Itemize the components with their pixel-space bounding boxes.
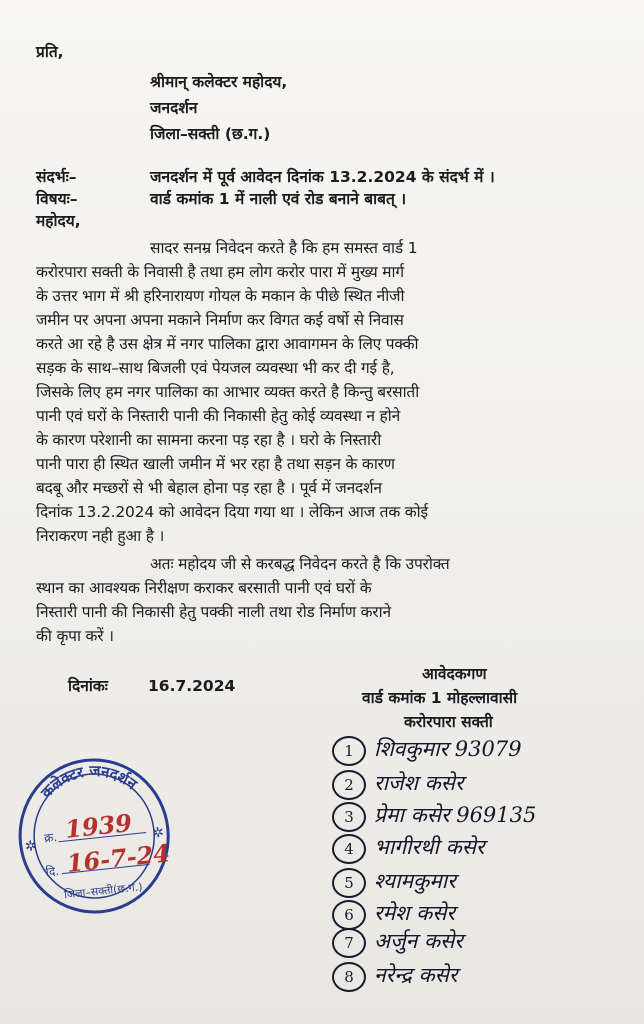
signature: प्रेमा कसेर 969135 <box>374 803 537 827</box>
signature: शिवकुमार 93079 <box>374 737 522 761</box>
date-label: दिनांकः <box>68 677 108 695</box>
stamp-number-label: क्र. <box>43 829 58 846</box>
reference-label: संदर्भः– <box>36 168 77 186</box>
para1-line: करते आ रहे है उस क्षेत्र में नगर पालिका द्वारा आवागमन के लिए पक्की <box>36 335 419 353</box>
para1-line: दिनांक 13.2.2024 को आवेदन दिया गया था । लेकिन आज तक कोई <box>36 503 428 521</box>
para2-line: अतः महोदय जी से करबद्ध निवेदन करते है कि उपरोक्त <box>150 555 450 573</box>
subject-label: विषयः– <box>36 190 78 208</box>
to-line: प्रति, <box>36 43 64 61</box>
para1-line: के उत्तर भाग में श्री हरिनारायण गोयल के मकान के पीछे स्थित नीजी <box>36 287 405 305</box>
signature: श्यामकुमार <box>374 869 456 893</box>
para1-line: पानी पारा ही स्थित खाली जमीन में भर रहा है तथा सड़न के कारण <box>36 455 395 473</box>
svg-text:✲: ✲ <box>24 838 38 856</box>
para1-line: बदबू और मच्छरों से भी बेहाल होना पड़ रहा है । पूर्व में जनदर्शन <box>36 479 382 497</box>
signature-number: 4 <box>332 834 366 864</box>
stamp-number-value: 1939 <box>63 808 134 844</box>
para1-line: पानी एवं घरों के निस्तारी पानी की निकासी हेतु कोई व्यवस्था न होने <box>36 407 400 425</box>
signature-number: 3 <box>332 802 366 832</box>
signature-number: 6 <box>332 900 366 930</box>
signature-number: 7 <box>332 928 366 958</box>
stamp-date-label: दि. <box>44 863 60 880</box>
para2-line: की कृपा करें । <box>36 627 114 645</box>
addressee-line-2: जनदर्शन <box>150 99 198 117</box>
signature-number: 5 <box>332 868 366 898</box>
para1-line: जमीन पर अपना अपना मकाने निर्माण कर विगत कई वर्षो से निवास <box>36 311 404 329</box>
applicants-title: आवेदकगण <box>422 665 487 683</box>
para1-line: के कारण परेशानी का सामना करना पड़ रहा है । घरो के निस्तारी <box>36 431 382 449</box>
applicants-ward: वार्ड कमांक 1 मोहल्लावासी <box>362 689 518 707</box>
signature: रमेश कसेर <box>374 901 456 925</box>
signature-number: 2 <box>332 770 366 800</box>
para1-line: जिसके लिए हम नगर पालिका का आभार व्यक्त करते है किन्तु बरसाती <box>36 383 420 401</box>
signature-number: 1 <box>332 736 366 766</box>
para2-line: स्थान का आवश्यक निरीक्षण कराकर बरसाती पानी एवं घरों के <box>36 579 372 597</box>
stamp-district: जिला–सक्ती(छ.ग.) <box>63 880 144 902</box>
applicants-place: करोरपारा सक्ती <box>404 713 493 731</box>
svg-text:✲: ✲ <box>151 824 165 842</box>
stamp-title: कलेक्टर जनदर्शन <box>37 761 141 802</box>
signature: अर्जुन कसेर <box>374 929 463 953</box>
stamp-date-value: 16-7-24 <box>65 838 172 878</box>
salutation: महोदय, <box>36 212 81 230</box>
subject-text: वार्ड कमांक 1 में नाली एवं रोड बनाने बाबत् । <box>150 190 407 208</box>
para1-line: करोरपारा सक्ती के निवासी है तथा हम लोग करोर पारा में मुख्य मार्ग <box>36 263 404 281</box>
reference-text: जनदर्शन में पूर्व आवेदन दिनांक 13.2.2024 के संदर्भ में । <box>150 168 495 186</box>
para1-line: निराकरण नही हुआ है । <box>36 527 165 545</box>
signature: राजेश कसेर <box>374 771 464 795</box>
date-value: 16.7.2024 <box>148 677 236 695</box>
addressee-line-1: श्रीमान् कलेक्टर महोदय, <box>150 73 288 91</box>
signature: नरेन्द्र कसेर <box>374 963 458 987</box>
para2-line: निस्तारी पानी की निकासी हेतु पक्की नाली तथा रोड निर्माण कराने <box>36 603 391 621</box>
addressee-line-3: जिला–सक्ती (छ.ग.) <box>150 125 271 143</box>
signature-number: 8 <box>332 962 366 992</box>
para1-line: सड़क के साथ–साथ बिजली एवं पेयजल व्यवस्था भी कर दी गई है, <box>36 359 395 377</box>
svg-text:कलेक्टर जनदर्शन <box>34 757 142 804</box>
collector-janadarshan-stamp <box>6 744 182 925</box>
signature: भागीरथी कसेर <box>374 835 485 859</box>
para1-line: सादर सनम्र निवेदन करते है कि हम समस्त वार्ड 1 <box>150 239 418 257</box>
